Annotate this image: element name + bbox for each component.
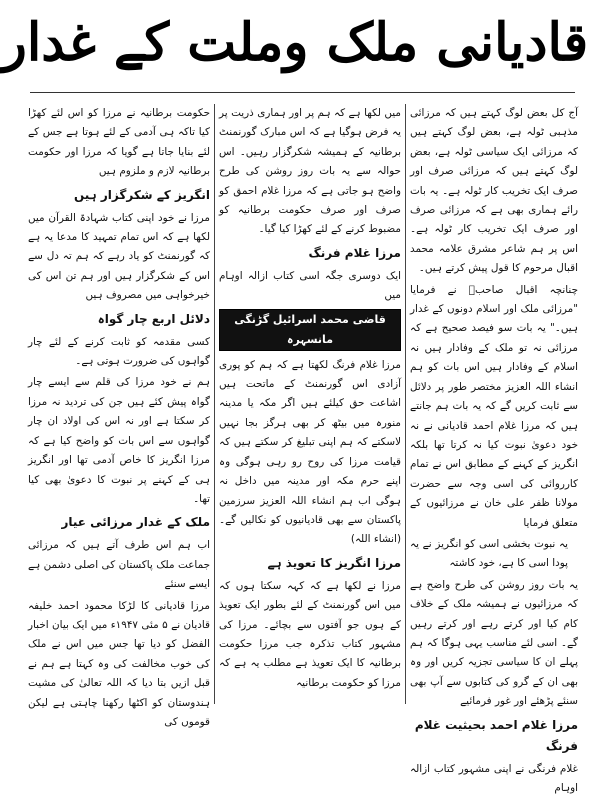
paragraph: مرزا قادیانی کا لڑکا محمود احمد خلیفہ قادیان نے ۵ مئی ۱۹۴۷ء میں ایک بیان اخبار الفضل کو دیا تھا جس میں اس نے ملک کی خوب مخالفت کی وہ کہتا ہے ہم نے قبل ازیں بتا دیا کہ اللہ تعالیٰ کی مشیت ہندوستان کو اکٹھا رکھنا چاہتی ہے لیکن قوموں کی	[28, 599, 210, 728]
author-byline-bar: قاضی محمد اسرائیل گڑنگی مانسہرہ	[219, 309, 401, 351]
paragraph: غلام فرنگی نے اپنی مشہور کتاب ازالہ اوہام	[410, 762, 578, 794]
subheading: انگریز کے شکرگزار ہیں	[73, 187, 210, 202]
paragraph: مرزا نے لکھا ہے کہ کہہ سکتا ہوں کہ میں اس گورنمنٹ کے لئے بطور ایک تعویذ کے ہوں جو آفتوں سے بچائے۔ مرزا کی مشہور کتاب تذکرہ جب مرزا حکومت برطانیہ کا ایک تعویذ ہے مطلب یہ ہے کہ مرزا کو حکومت برطانیہ	[219, 579, 401, 689]
paragraph: ہم نے خود مرزا کی قلم سے ایسے چار گواہ پیش کئے ہیں جن کی تردید نہ مرزا کر سکتا ہے اور نہ اس کی اولاد ان چار گواہوں سے اس بات کو واضح کیا ہے کہ مرزا انگریز کا خاص آدمی تھا اور انگریز ہی کے کہنے پر نبوت کا دعویٰ بھی کیا تھا۔	[28, 376, 210, 505]
paragraph: مرزا نے خود اپنی کتاب شہادۃ القرآن میں لکھا ہے کہ اس تمام تمہید کا مدعا یہ ہے کہ گورنمنٹ کو یاد رہے کہ ہم تہ دل سے اس کے شکرگزار ہیں اور ہم تن اس کی خیرخواہی میں مصروف ہیں	[28, 211, 210, 302]
paragraph: مرزا غلام فرنگ لکھتا ہے کہ ہم کو پوری آزادی اس گورنمنٹ کے ماتحت ہیں اشاعت حق کیلئے ہیں اگر مکہ یا مدینہ منورہ میں بیٹھ کر بھی ہرگز بجا نہیں لاسکتے کہ ہم اپنی تبلیغ کر سکتے ہیں کہ قیامت مرزا کی روح رو رہی ہوگی وہ اپنے حرم مکہ اور مدینہ میں داخل نہ ہوگی اب ہم انشاء اللہ العزیز سرزمین پاکستان سے بھی قادیانیوں کو نکالیں گے۔ (انشاء اللہ)	[219, 358, 401, 546]
subheading: دلائل اربع چار گواہ	[97, 311, 210, 326]
paragraph: حکومت برطانیہ نے مرزا کو اس لئے کھڑا کیا تاکہ ہی آدمی کے لئے ہوتا ہے جس کے لئے بنایا جاتا ہے گویا کہ مرزا اور حکومت برطانیہ لازم و ملزوم ہیں	[28, 107, 210, 178]
paragraph: ایک دوسری جگہ اسی کتاب ازالہ اوہام میں	[219, 269, 401, 302]
headline: قادیانی ملک وملت کے غدار	[1, 12, 589, 73]
subheading: مرزا غلام فرنگ	[308, 245, 401, 260]
headline-divider	[30, 92, 575, 93]
column-middle	[219, 104, 401, 709]
column-divider	[214, 104, 215, 704]
paragraph: آج کل بعض لوگ کہتے ہیں کہ مرزائی مذہبی ٹولہ ہے، بعض لوگ کہتے ہیں کہ مرزائی ایک سیاسی ٹولہ ہے، بعض لوگ کہتے ہیں کہ مرزائی صرف اور صرف ایک تخریب کار ٹولہ ہے۔ یہ بات رائے ہماری بھی ہے کہ مرزائی صرف اور صرف ایک تخریب کار ٹولہ ہے۔ اس پر ہم شاعر مشرق علامہ محمد اقبال مرحوم کا قول پیش کرتے ہیں۔	[410, 107, 578, 275]
poetry-line: یہ نبوت بخشی اسی کو انگریز نے یہ پودا اسی کا ہے، خود کاشتہ	[410, 537, 568, 570]
paragraph: چنانچہ اقبال صاحبؒ نے فرمایا "مرزائی ملک اور اسلام دونوں کے غدار ہیں۔" یہ بات سو فیصد صحیح ہے کہ مرزائی نہ تو ملک کے وفادار ہیں نہ اسلام کے وفادار ہیں اس بات کو ہم انشاء اللہ العزیز مختصر طور پر دلائل سے ثابت کریں گے کہ یہ بات ہم جانتے ہیں کہ مرزا غلام احمد قادیانی نے نہ خود دعویٰ نبوت کیا نہ کرتا تھا بلکہ انگریز کے کہنے کے مطابق اس نے تمام کارروائی کی اسی وجہ سے حضرت مولانا ظفر علی خان نے مرزائیوں کے متعلق فرمایا	[410, 283, 578, 529]
subheading: ملک کے غدار مرزائی عیار	[61, 515, 210, 530]
column-divider	[405, 104, 406, 704]
column-left	[28, 104, 210, 728]
paragraph: اب ہم اس طرف آتے ہیں کہ مرزائی جماعت ملک پاکستان کی اصلی دشمن ہے ایسے سنئے	[28, 539, 210, 591]
paragraph: کسی مقدمہ کو ثابت کرنے کے لئے چار گواہوں کی ضرورت ہوتی ہے۔	[28, 335, 210, 368]
paragraph: یہ بات روز روشن کی طرح واضح ہے کہ مرزائیوں نے ہمیشہ ملک کے خلاف کام کیا اور کرتے رہے اور کرتے رہیں گے۔ اسی لئے مناسب یہی ہوگا کہ ہم پہلے ان کا سیاسی تجزیہ کریں اور وہ بھی ان کے گرو کی کتابوں سے آپ بھی سنئے پڑھئے اور غور فرمائیے	[410, 578, 578, 708]
subheading: مرزا انگریز کا تعویذ ہے	[267, 555, 401, 570]
column-right	[410, 104, 578, 794]
paragraph: میں لکھا ہے کہ ہم پر اور ہماری ذریت پر یہ فرض ہوگیا ہے کہ اس مبارک گورنمنٹ برطانیہ کے ہمیشہ شکرگزار رہیں۔ اس حوالہ سے یہ بات روز روشن کی طرح واضح ہو جاتی ہے کہ مرزا غلام احمق کو صرف اور صرف حکومت برطانیہ کو مضبوط کرنے کے لئے کھڑا کیا گیا۔	[219, 107, 401, 236]
subheading: مرزا غلام احمد بحیثیت غلام فرنگ	[414, 717, 578, 753]
